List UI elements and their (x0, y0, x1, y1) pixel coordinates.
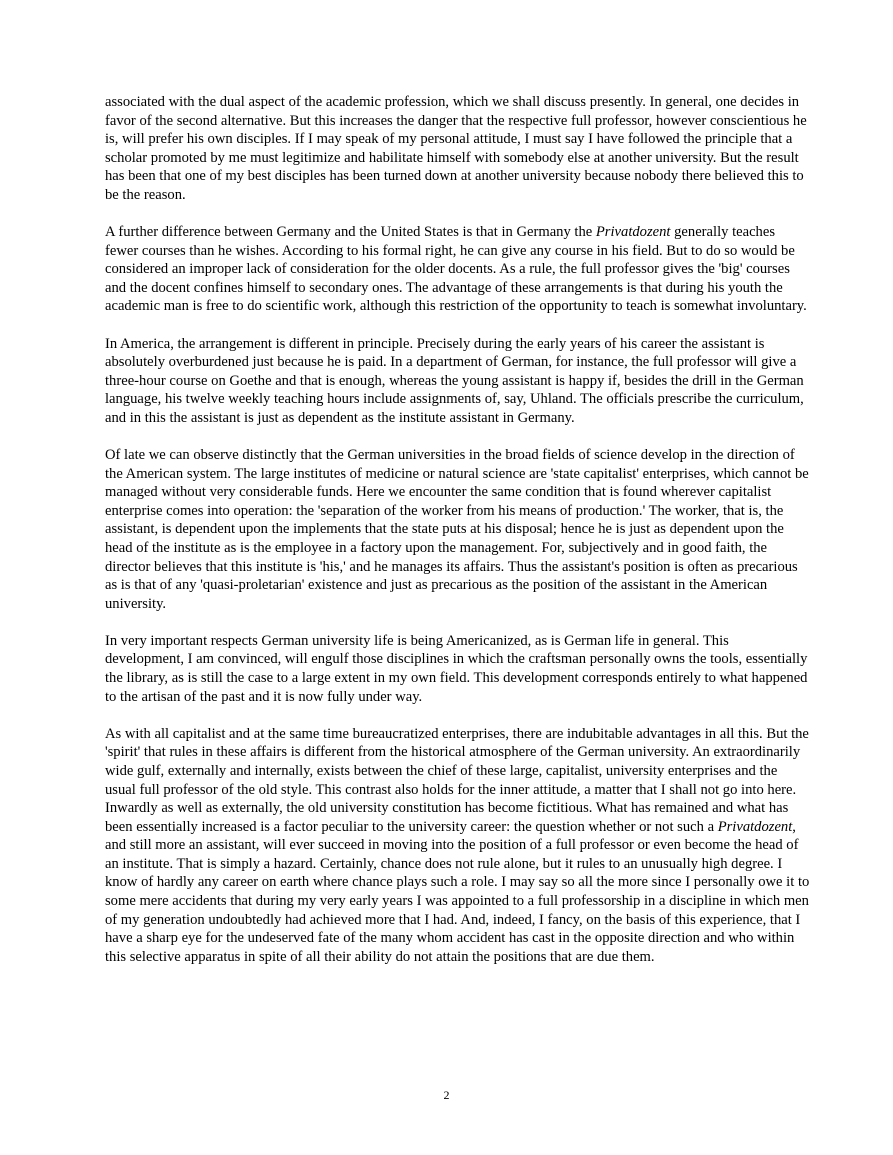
paragraph-text: generally teaches fewer courses than he wishes. According to his formal right, he can give any course in his field. But to do so would be considered an improper lack of consideration for the older docents. As a rule, the full professor gives the 'big' courses and the docent confines himself to secondary ones. The advantage of these arrangements is that during his youth the academic man is free to do scientific work, although this restriction of the opportunity to teach is somewhat involuntary. (105, 224, 807, 315)
italic-term: Privatdozent (717, 818, 793, 835)
paragraph-text: In America, the arrangement is different in principle. Precisely during the early years of his career the assistant is absolutely overburdened just because he is paid. In a department of German, for instance, the full professor will give a three-hour course on Goethe and that is enough, whereas the young assistant is happy if, besides the drill in the German language, his twelve weekly teaching hours include assignments of, say, Uhland. The officials prescribe the curriculum, and in this the assistant is just as dependent as the institute assistant in Germany. (105, 335, 804, 426)
paragraph-2 (105, 223, 811, 316)
document-body (105, 93, 811, 985)
paragraph-3 (105, 335, 811, 428)
page-number: 2 (443, 1088, 450, 1102)
paragraph-text: In very important respects German university life is being Americanized, as is German life in general. This development, I am convinced, will engulf those disciplines in which the craftsman personally owns the tools, essentially the library, as is still the case to a large extent in my own field. This development corresponds entirely to what happened to the artisan of the past and it is now fully under way. (105, 632, 808, 705)
paragraph-5 (105, 632, 811, 706)
paragraph-text: associated with the dual aspect of the academic profession, which we shall discuss presently. In general, one decides in favor of the second alternative. But this increases the danger that the respective full professor, however conscientious he is, will prefer his own disciples. If I may speak of my personal attitude, I must say I have followed the principle that a scholar promoted by me must legitimize and habilitate himself with somebody else at another university. But the result has been that one of my best disciples has been turned down at another university because nobody there believed this to be the reason. (105, 94, 807, 203)
paragraph-6 (105, 725, 811, 967)
paragraph-text: As with all capitalist and at the same time bureaucratized enterprises, there are indubitable advantages in all this. But the 'spirit' that rules in these affairs is different from the historical atmosphere of the German university. An extraordinarily wide gulf, externally and internally, exists between the chief of these large, capitalist, university enterprises and the usual full professor of the old style. This contrast also holds for the inner attitude, a matter that I shall not go into here. Inwardly as well as externally, the old university constitution has become fictitious. What has remained and what has been essentially increased is a factor peculiar to the university career: the question whether or not such a (105, 725, 809, 835)
paragraph-text: Of late we can observe distinctly that the German universities in the broad fields of science develop in the direction of the American system. The large institutes of medicine or natural science are 'state capitalist' enterprises, which cannot be managed without very considerable funds. Here we encounter the same condition that is found wherever capitalist enterprise comes into operation: the 'separation of the worker from his means of production.' The worker, that is, the assistant, is dependent upon the implements that the state puts at his disposal; hence he is just as dependent upon the head of the institute as is the employee in a factory upon the management. For, subjectively and in good faith, the director believes that this institute is 'his,' and he manages its affairs. Thus the assistant's position is often as precarious as is that of any 'quasi-proletarian' existence and just as precarious as the position of the assistant in the American university. (105, 447, 809, 612)
paragraph-4 (105, 446, 811, 613)
paragraph-1 (105, 93, 811, 205)
paragraph-text: , and still more an assistant, will ever succeed in moving into the position of a full professor or even become the head of an institute. That is simply a hazard. Certainly, chance does not rule alone, but it rules to an unusually high degree. I know of hardly any career on earth where chance plays such a role. I may say so all the more since I personally owe it to some mere accidents that during my very early years I was appointed to a full professorship in a discipline in which men of my generation undoubtedly had achieved more that I had. And, indeed, I fancy, on the basis of this experience, that I have a sharp eye for the undeserved fate of the many whom accident has cast in the opposite direction and who within this selective apparatus in spite of all their ability do not attain the positions that are due them. (105, 818, 810, 965)
italic-term: Privatdozent (595, 224, 671, 241)
paragraph-text: A further difference between Germany and the United States is that in Germany the (105, 224, 596, 241)
